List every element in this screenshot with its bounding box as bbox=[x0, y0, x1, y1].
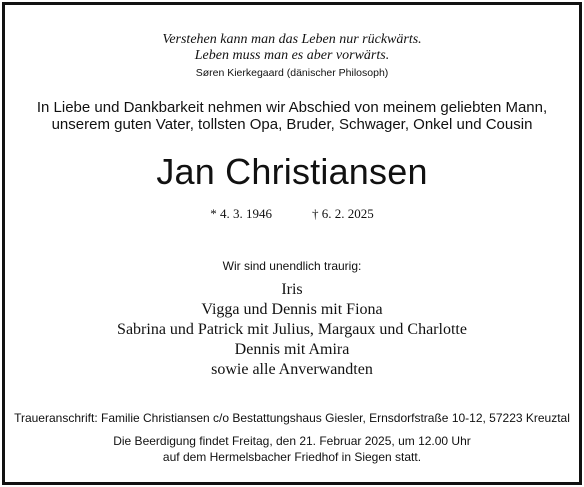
quote-attribution: Søren Kierkegaard (dänischer Philosoph) bbox=[195, 67, 389, 79]
mourning-address: Traueranschrift: Familie Christiansen c/o Bestattungshaus Giesler, Ernsdorfstraße 10-12, 57223 Kreuztal bbox=[14, 411, 570, 425]
mourner-line: Vigga und Dennis mit Fiona bbox=[201, 301, 383, 318]
mourners-heading: Wir sind unendlich traurig: bbox=[222, 259, 362, 273]
intro-line-2: unserem guten Vater, tollsten Opa, Bruder, Schwager, Onkel und Cousin bbox=[51, 116, 533, 133]
mourner-line: Dennis mit Amira bbox=[234, 341, 350, 358]
obituary-notice bbox=[2, 2, 582, 485]
funeral-info-line-2: auf dem Hermelsbacher Friedhof in Siegen statt. bbox=[162, 450, 422, 464]
intro-line-1: In Liebe und Dankbarkeit nehmen wir Abschied von meinem geliebten Mann, bbox=[36, 99, 548, 116]
life-dates bbox=[5, 206, 579, 222]
deceased-name: Jan Christiansen bbox=[156, 151, 428, 192]
funeral-info-line-1: Die Beerdigung findet Freitag, den 21. Februar 2025, um 12.00 Uhr bbox=[113, 434, 471, 448]
birth-date: * 4. 3. 1946 bbox=[210, 206, 272, 221]
death-date: † 6. 2. 2025 bbox=[312, 206, 374, 221]
motto-line-1: Verstehen kann man das Leben nur rückwärts. bbox=[162, 32, 422, 47]
motto-line-2: Leben muss man es aber vorwärts. bbox=[194, 48, 390, 63]
mourner-line: Iris bbox=[281, 281, 303, 298]
mourner-line: Sabrina und Patrick mit Julius, Margaux und Charlotte bbox=[117, 321, 467, 338]
mourner-line: sowie alle Anverwandten bbox=[211, 361, 373, 378]
